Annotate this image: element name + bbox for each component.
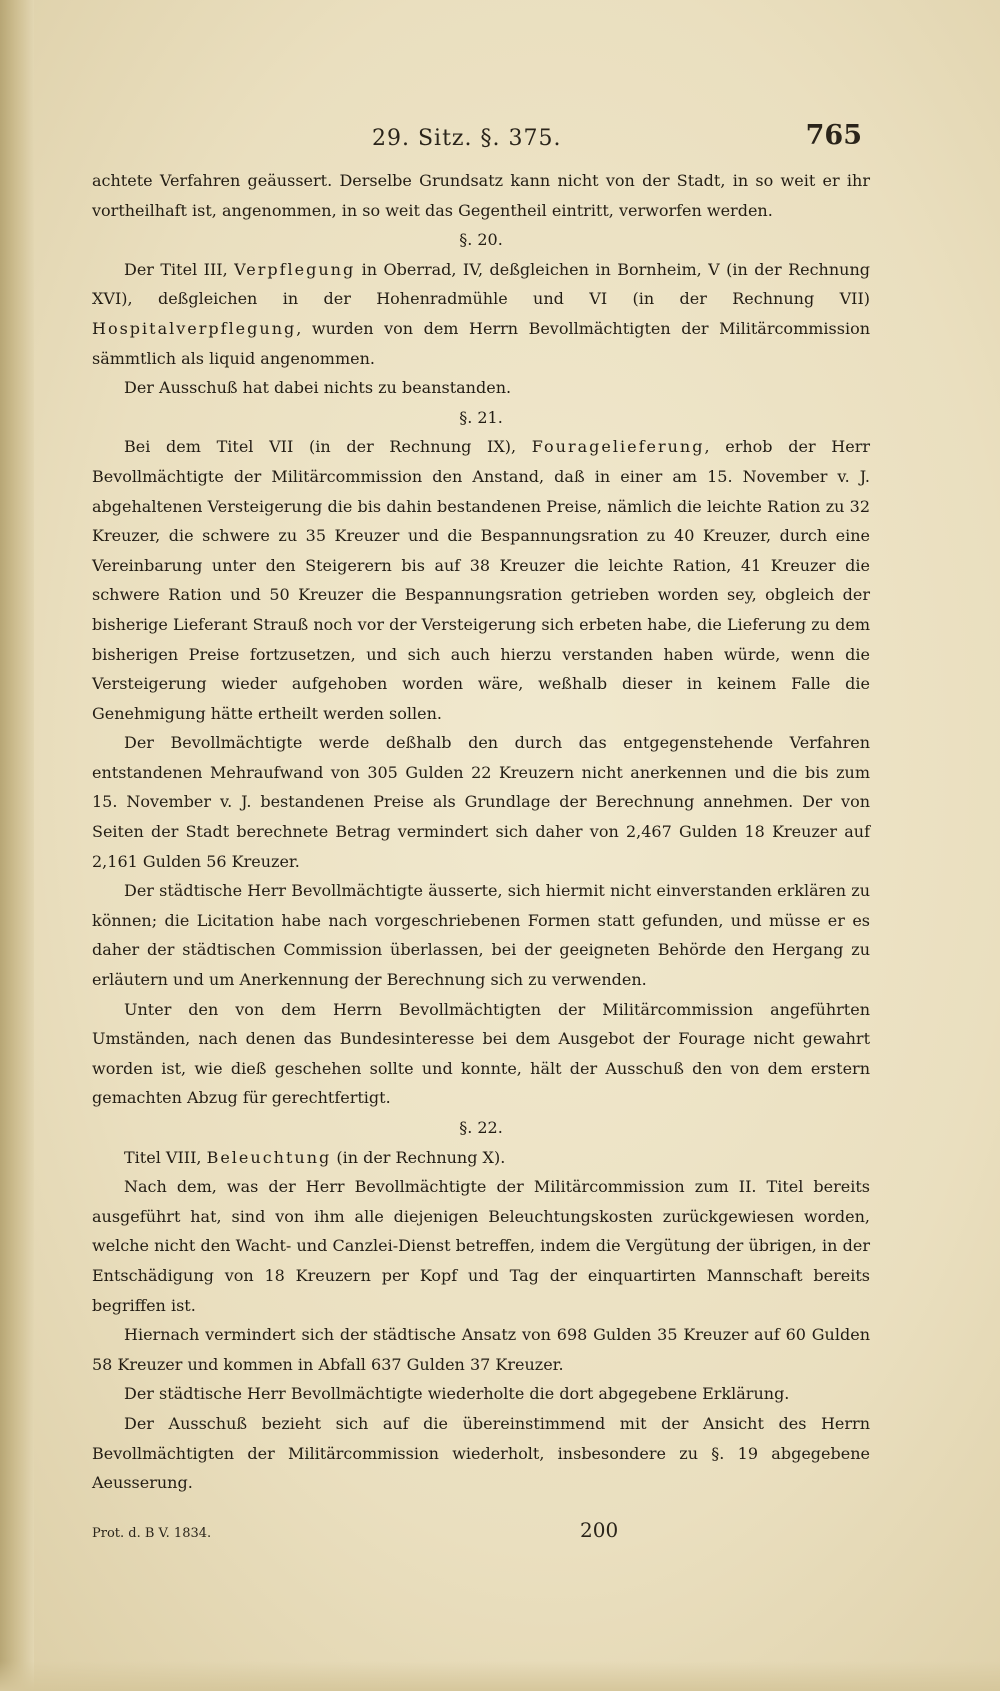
paragraph-title-viii: [92, 1143, 870, 1173]
running-head: 29. Sitz. §. 375.: [372, 126, 562, 151]
page-number: 765: [805, 120, 862, 151]
paragraph-fouragelieferung: [92, 432, 870, 728]
spaced-term-verpflegung: Verpflegung: [234, 259, 356, 279]
page-bottom-edge: [0, 1661, 1000, 1691]
paragraph-aeusserung: Der Ausschuß bezieht sich auf die übereinstimmend mit der Ansicht des Herrn Bevollmächtigten der Militärcommission wiederholt, insbesondere zu §. 19 abgegebene Aeusserung.: [92, 1413, 870, 1493]
paragraph-beleuchtungskosten: Nach dem, was der Herr Bevollmächtigte der Militärcommission zum II. Titel bereits ausgeführt hat, sind von ihm alle diejenigen Beleuchtungskosten zurückgewiesen worden, welche nicht den Wacht- und Canzlei-Dienst betreffen, indem die Vergütung der übrigen, in der Entschädigung von 18 Kreuzern per Kopf und Tag der einquartirten Mannschaft bereits begriffen ist.: [92, 1177, 870, 1315]
text-run: Bei dem Titel VII (in der Rechnung IX),: [124, 437, 532, 457]
paragraph-ansatz: Hiernach vermindert sich der städtische Ansatz von 698 Gulden 35 Kreuzer auf 60 Gulden 58 Kreuzer und kommen in Abfall 637 Gulden 37 Kreuzer.: [92, 1325, 870, 1374]
section-heading-21: §. 21.: [459, 407, 503, 427]
paragraph-continuation: achtete Verfahren geäussert. Derselbe Grundsatz kann nicht von der Stadt, in so weit er ihr vortheilhaft ist, angenommen, in so weit das Gegentheil eintritt, verworfen werden.: [92, 171, 870, 220]
signature-mark: 200: [580, 1518, 619, 1542]
spaced-term-hospitalverpflegung: Hospitalverpflegung: [92, 318, 297, 338]
text-run: , erhob der Herr Bevollmächtigte der Militärcommission den Anstand, daß in einer am 15. November v. J. abgehaltenen Versteigerung die bis dahin bestandenen Preise, nämlich die leichte Ration zu 32 Kreuzer, die schwere zu 35 Kreuzer und die Bespannungsration zu 40 Kreuzer, durch eine Vereinbarung unter den Steigerern bis auf 38 Kreuzer die leichte Ration, 41 Kreuzer die schwere Ration und 50 Kreuzer die Bespannungsration getrieben worden sey, obgleich der bisherige Lieferant Strauß noch vor der Versteigerung sich erbeten habe, die Lieferung zu dem bisherigen Preise fortzusetzen, und sich auch hierzu verstanden haben würde, wenn die Versteigerung wieder aufgehoben worden wäre, weßhalb dieser in keinem Falle die Genehmigung hätte ertheilt werden sollen.: [92, 437, 870, 723]
text-run: in Oberrad, IV, deßgleichen in Bornheim, V (in der Rechnung XVI), deßgleichen in der Hohenradmühle und VI (in der Rechnung VII): [92, 259, 871, 309]
paragraph-licitation: Der städtische Herr Bevollmächtigte äusserte, sich hiermit nicht einverstanden erklären zu können; die Licitation habe nach vorgeschriebenen Formen statt gefunden, und müsse er es daher der städtischen Commission überlassen, bei der geeigneten Behörde den Hergang zu erläutern und um Anerkennung der Berechnung sich zu verwenden.: [92, 881, 870, 990]
paragraph-erklaerung: Der städtische Herr Bevollmächtigte wiederholte die dort abgegebene Erklärung.: [124, 1384, 790, 1404]
section-heading-20: §. 20.: [459, 230, 503, 250]
page-footer: [92, 1518, 792, 1548]
paragraph-title-iii: [92, 255, 870, 373]
paragraph-committee-decision: Unter den von dem Herrn Bevollmächtigten der Militärcommission angeführten Umständen, nach denen das Bundesinteresse bei dem Ausgebot der Fourage nicht gewahrt worden ist, wie dieß geschehen sollte und konnte, hält der Ausschuß den von dem erstern gemachten Abzug für gerechtfertigt.: [92, 999, 870, 1108]
body-text: [92, 166, 870, 1498]
imprint: Prot. d. B V. 1834.: [92, 1526, 212, 1541]
text-run: , wurden von dem Herrn Bevollmächtigten der Militärcommission sämmtlich als liquid angenommen.: [92, 318, 870, 368]
spaced-term-beleuchtung: Beleuchtung: [206, 1147, 332, 1167]
spaced-term-fouragelieferung: Fouragelieferung: [531, 437, 705, 457]
book-spine-shadow: [0, 0, 34, 1691]
paragraph-committee-note: Der Ausschuß hat dabei nichts zu beanstanden.: [124, 378, 512, 398]
page-header: [92, 120, 862, 160]
text-run: Titel VIII,: [124, 1147, 207, 1167]
text-run: (in der Rechnung X).: [331, 1147, 506, 1167]
text-run: Der Titel III,: [124, 259, 235, 279]
paragraph-mehraufwand: Der Bevollmächtigte werde deßhalb den durch das entgegenstehende Verfahren entstandenen Mehraufwand von 305 Gulden 22 Kreuzern nicht anerkennen und die bis zum 15. November v. J. bestandenen Preise als Grundlage der Berechnung annehmen. Der von Seiten der Stadt berechnete Betrag vermindert sich daher von 2,467 Gulden 18 Kreuzer auf 2,161 Gulden 56 Kreuzer.: [92, 733, 870, 871]
section-heading-22: §. 22.: [459, 1118, 503, 1137]
